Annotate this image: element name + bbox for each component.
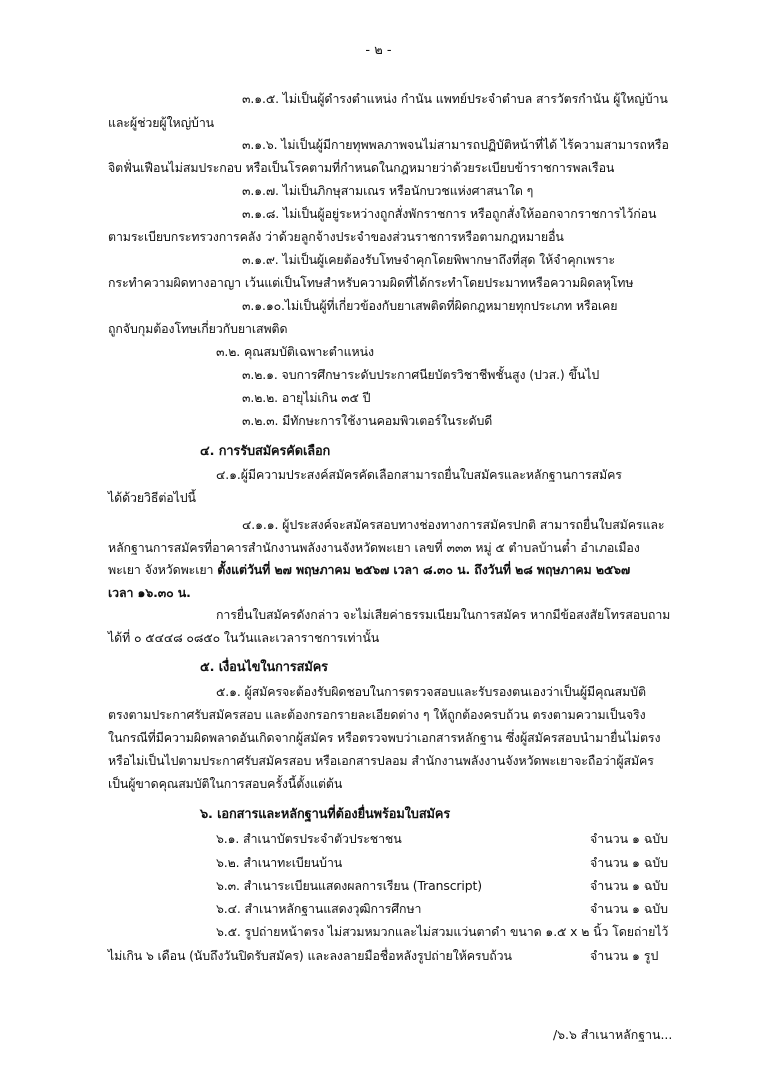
section-4-heading: ๔. การรับสมัครคัดเลือก [200,444,331,459]
doc-item-label: ๖.๔. สำเนาหลักฐานแสดงวุฒิการศึกษา [216,901,422,916]
doc-item-qty: จำนวน ๑ ฉบับ [590,831,669,846]
doc-item-qty: จำนวน ๑ ฉบับ [590,878,669,893]
item-3-1-8-line1: ๓.๑.๘. ไม่เป็นผู้อยู่ระหว่างถูกสั่งพักราชการ หรือถูกสั่งให้ออกจากราชการไว้ก่อน [242,206,657,221]
doc-item-qty: จำนวน ๑ ฉบับ [590,901,669,916]
item-3-1-10-line2: ถูกจับกุมต้องโทษเกี่ยวกับยาเสพติด [108,321,288,336]
section-6-heading: ๖. เอกสารและหลักฐานที่ต้องยื่นพร้อมใบสมัคร [200,807,451,822]
doc-item-label: ๖.๑. สำเนาบัตรประจำตัวประชาชน [216,831,402,846]
item-3-1-9-line2: กระทำความผิดทางอาญา เว้นแต่เป็นโทษสำหรับความผิดที่ได้กระทำโดยประมาทหรือความผิดลหุโทษ [108,275,634,290]
page-number: - ๒ - [365,43,392,58]
continuation-footer: /๖.๖ สำเนาหลักฐาน... [553,1027,673,1042]
item-4-1-line2: ได้ด้วยวิธีต่อไปนี้ [108,490,196,505]
item-3-1-9-line1: ๓.๑.๙. ไม่เป็นผู้เคยต้องรับโทษจำคุกโดยพิพากษาถึงที่สุด ให้จำคุกเพราะ [242,252,616,267]
item-3-1-6-line1: ๓.๑.๖. ไม่เป็นผู้มีกายทุพพลภาพจนไม่สามารถปฏิบัติหน้าที่ได้ ไร้ความสามารถหรือ [242,137,669,152]
section-4-note-line1: การยื่นใบสมัครดังกล่าว จะไม่เสียค่าธรรมเนียมในการสมัคร หากมีข้อสงสัยโทรสอบถาม [216,607,671,622]
doc-item-label: ๖.๒. สำเนาทะเบียนบ้าน [216,855,343,870]
item-3-2-1: ๓.๒.๑. จบการศึกษาระดับประกาศนียบัตรวิชาชีพชั้นสูง (ปวส.) ขึ้นไป [242,367,600,382]
item-6-5-line2: ไม่เกิน ๖ เดือน (นับถึงวันปิดรับสมัคร) และลงลายมือชื่อหลังรูปถ่ายให้ครบถ้วน [108,948,512,963]
item-4-1-line1: ๔.๑.ผู้มีความประสงค์สมัครคัดเลือกสามารถยื่นใบสมัครและหลักฐานการสมัคร [216,467,622,482]
item-4-1-1-line1: ๔.๑.๑. ผู้ประสงค์จะสมัครสอบทางช่องทางการสมัครปกติ สามารถยื่นใบสมัครและ [242,517,665,532]
item-5-1-line4: หรือไม่เป็นไปตามประกาศรับสมัครสอบ หรือเอกสารปลอม สำนักงานพลังงานจังหวัดพะเยาจะถือว่าผู้สมัคร [108,753,654,768]
item-5-1-line5: เป็นผู้ขาดคุณสมบัติในการสอบครั้งนี้ตั้งแต่ต้น [108,776,343,791]
item-4-1-1-line3-bold: ตั้งแต่วันที่ ๒๗ พฤษภาคม ๒๕๖๗ เวลา ๘.๓๐ น. ถึงวันที่ ๒๘ พฤษภาคม ๒๕๖๗ [217,562,631,577]
item-3-1-7: ๓.๑.๗. ไม่เป็นภิกษุสามเณร หรือนักบวชแห่งศาสนาใด ๆ [242,183,534,198]
item-3-1-10-line1: ๓.๑.๑๐.ไม่เป็นผู้ที่เกี่ยวข้องกับยาเสพติดที่ผิดกฎหมายทุกประเภท หรือเคย [242,298,618,313]
item-5-1-line2: ตรงตามประกาศรับสมัครสอบ และต้องกรอกรายละเอียดต่าง ๆ ให้ถูกต้องครบถ้วน ตรงตามความเป็นจริง [108,707,646,722]
section-5-heading: ๕. เงื่อนไขในการสมัคร [200,660,328,675]
item-6-5-line1: ๖.๕. รูปถ่ายหน้าตรง ไม่สวมหมวกและไม่สวมแว่นตาดำ ขนาด ๑.๕ x ๒ นิ้ว โดยถ่ายไว้ [216,924,669,939]
item-3-2-3: ๓.๒.๓. มีทักษะการใช้งานคอมพิวเตอร์ในระดับดี [242,413,493,428]
item-4-1-1-line3-normal: พะเยา จังหวัดพะเยา [108,562,218,577]
item-4-1-1-line3 [108,561,630,579]
doc-item-label: ๖.๓. สำเนาระเบียนแสดงผลการเรียน (Transcript) [216,878,483,893]
item-4-1-1-line4: เวลา ๑๖.๓๐ น. [108,585,191,600]
item-3-1-5-line2: และผู้ช่วยผู้ใหญ่บ้าน [108,115,215,130]
item-5-1-line1: ๕.๑. ผู้สมัครจะต้องรับผิดชอบในการตรวจสอบและรับรองตนเองว่าเป็นผู้มีคุณสมบัติ [216,684,646,699]
item-3-2-2: ๓.๒.๒. อายุไม่เกิน ๓๕ ปี [242,390,371,405]
item-4-1-1-line2: หลักฐานการสมัครที่อาคารสำนักงานพลังงานจังหวัดพะเยา เลขที่ ๓๓๓ หมู่ ๕ ตำบลบ้านต๋ำ อำเภอเมือง [108,540,640,555]
doc-item-qty: จำนวน ๑ ฉบับ [590,855,669,870]
item-3-2-title: ๓.๒. คุณสมบัติเฉพาะตำแหน่ง [216,344,374,359]
item-3-1-8-line2: ตามระเบียบกระทรวงการคลัง ว่าด้วยลูกจ้างประจำของส่วนราชการหรือตามกฎหมายอื่น [108,229,564,244]
section-4-note-line2: ได้ที่ ๐ ๕๔๔๘ ๐๘๕๐ ในวันและเวลาราชการเท่านั้น [108,630,380,645]
item-3-1-5-line1: ๓.๑.๕. ไม่เป็นผู้ดำรงตำแหน่ง กำนัน แพทย์ประจำตำบล สารวัตรกำนัน ผู้ใหญ่บ้าน [242,91,668,106]
item-5-1-line3: ในกรณีที่มีความผิดพลาดอันเกิดจากผู้สมัคร หรือตรวจพบว่าเอกสารหลักฐาน ซึ่งผู้สมัครสอบนำมายื่นไม่ตรง [108,730,661,745]
item-3-1-6-line2: จิตฟั่นเฟือนไม่สมประกอบ หรือเป็นโรคตามที่กำหนดในกฎหมายว่าด้วยระเบียบข้าราชการพลเรือน [108,160,615,175]
item-6-5-qty: จำนวน ๑ รูป [590,948,659,963]
